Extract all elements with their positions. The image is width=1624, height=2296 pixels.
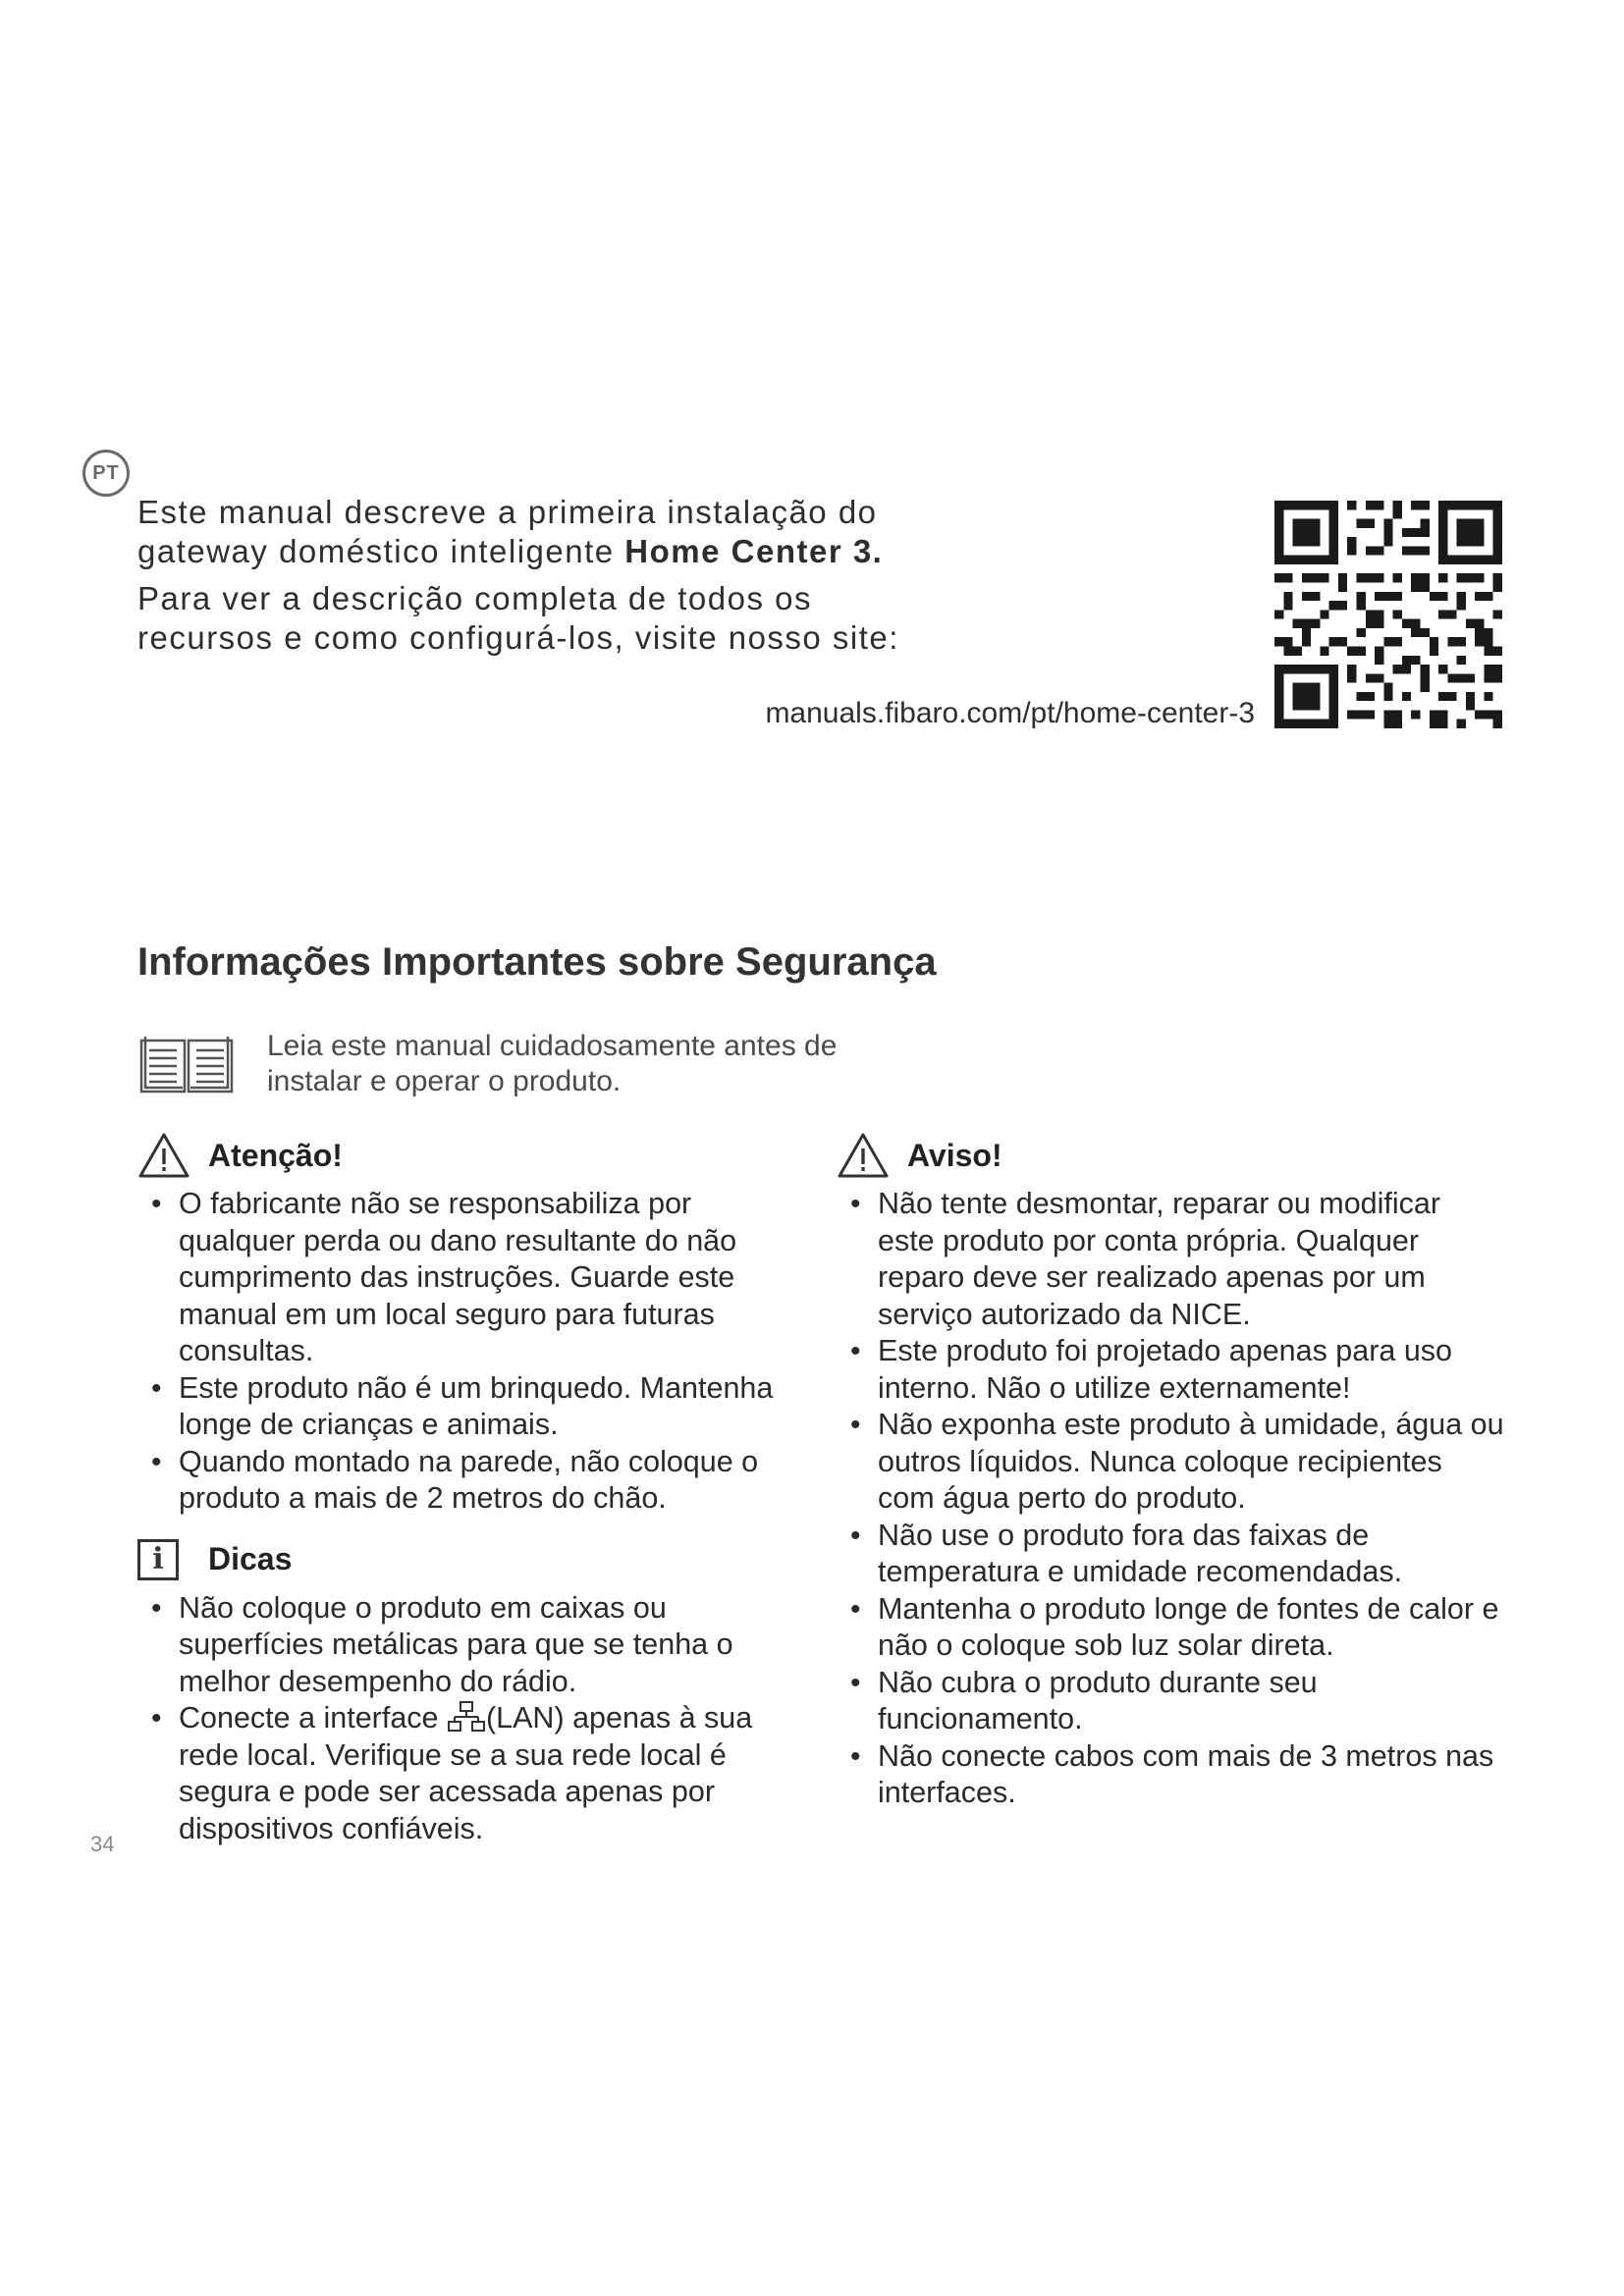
list-item: • Não cubra o produto durante seu funcionamento. [837, 1665, 1504, 1738]
attention-title: Atenção! [208, 1137, 343, 1173]
section-title: Informações Importantes sobre Segurança [137, 940, 937, 984]
list-item: • Não conecte cabos com mais de 3 metros nas interfaces. [837, 1738, 1504, 1812]
right-column [837, 1129, 1504, 1812]
lan-item-text-after: (LAN) apenas à sua rede local. Verifique se a sua rede local é segura e pode ser acessada apenas por dispositivos confiáveis. [179, 1701, 753, 1845]
language-badge: PT [82, 450, 130, 497]
intro-p1-text: Este manual descreve a primeira instalação do gateway doméstico inteligente [137, 494, 878, 569]
warning-header [837, 1129, 1504, 1182]
lan-network-icon [447, 1700, 486, 1734]
left-column [137, 1129, 805, 1847]
tips-block [137, 1533, 805, 1848]
list-item: • Mantenha o produto longe de fontes de calor e não o coloque sob luz solar direta. [837, 1591, 1504, 1665]
list-item: • Este produto não é um brinquedo. Mantenha longe de crianças e animais. [137, 1370, 805, 1444]
warning-title: Aviso! [907, 1137, 1002, 1173]
list-item: • Não use o produto fora das faixas de temperatura e umidade recomendadas. [837, 1518, 1504, 1591]
intro-text [137, 493, 923, 666]
tips-list [137, 1590, 805, 1848]
product-name: Home Center 3. [624, 533, 884, 569]
warning-list [837, 1186, 1504, 1812]
list-item: • Não exponha este produto à umidade, água ou outros líquidos. Nunca coloque recipientes com água perto do produto. [837, 1407, 1504, 1518]
tips-title: Dicas [208, 1541, 293, 1576]
list-item: • Quando montado na parede, não coloque o produto a mais de 2 metros do chão. [137, 1444, 805, 1518]
list-item: • Não tente desmontar, reparar ou modificar este produto por conta própria. Qualquer reparo deve ser realizado apenas por um serviço autorizado da NICE. [837, 1186, 1504, 1333]
warning-triangle-icon [137, 1131, 190, 1180]
page-number: 34 [90, 1832, 115, 1856]
lan-item-text-before: Conecte a interface [179, 1701, 447, 1735]
list-item: • O fabricante não se responsabiliza por qualquer perda ou dano resultante do não cumprimento das instruções. Guarde este manual em um local seguro para futuras consultas. [137, 1186, 805, 1370]
qr-code-icon[interactable] [1274, 501, 1502, 728]
read-manual-note: Leia este manual cuidadosamente antes de instalar e operar o produto. [267, 1030, 838, 1097]
list-item-lan [137, 1700, 805, 1847]
attention-list [137, 1186, 805, 1518]
warning-triangle-icon [837, 1131, 890, 1180]
info-icon: i [137, 1539, 179, 1580]
list-item: • Este produto foi projetado apenas para uso interno. Não o utilize externamente! [837, 1333, 1504, 1407]
intro-paragraph-1 [137, 493, 923, 571]
list-item: • Não coloque o produto em caixas ou superfícies metálicas para que se tenha o melhor desempenho do rádio. [137, 1590, 805, 1701]
attention-header [137, 1129, 805, 1182]
intro-paragraph-2: Para ver a descrição completa de todos os recursos e como configurá-los, visite nosso site: [137, 580, 899, 656]
book-icon [137, 1033, 236, 1097]
manual-url[interactable]: manuals.fibaro.com/pt/home-center-3 [765, 697, 1255, 729]
tips-header [137, 1533, 805, 1586]
